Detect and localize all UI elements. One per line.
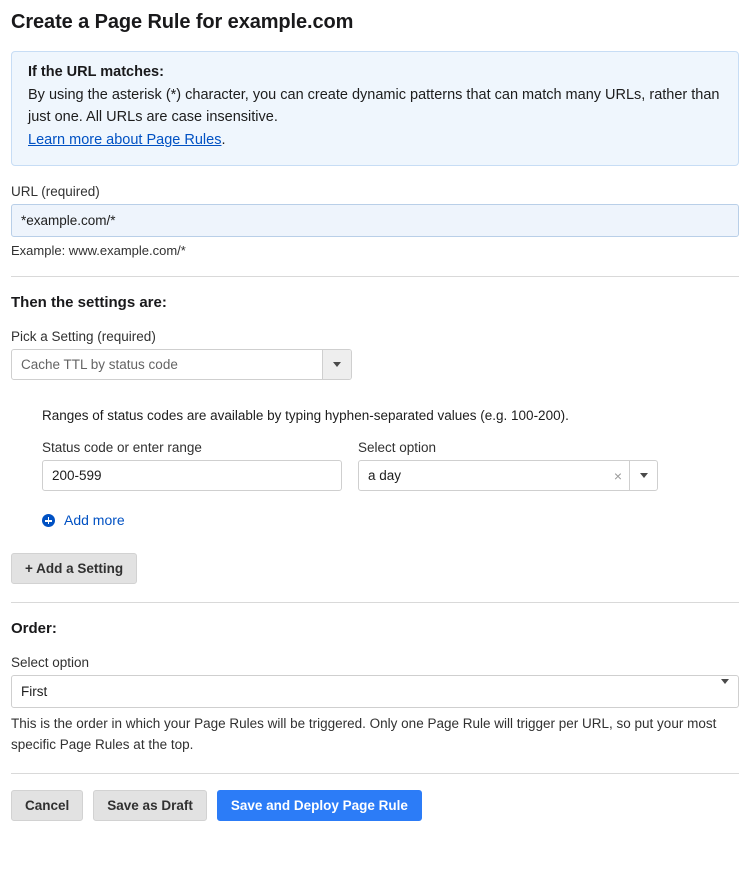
select-option-combo[interactable]	[358, 460, 658, 491]
setting-detail-area	[42, 408, 739, 528]
add-more-button[interactable]	[42, 512, 125, 528]
chevron-down-icon[interactable]	[322, 350, 351, 379]
learn-more-link[interactable]: Learn more about Page Rules	[28, 131, 222, 148]
callout-body	[28, 84, 722, 151]
pick-setting-wrap	[11, 349, 352, 380]
order-heading: Order:	[11, 620, 57, 638]
order-select[interactable]	[11, 675, 739, 708]
url-field-label: URL (required)	[11, 184, 100, 200]
order-description: This is the order in which your Page Rules will be triggered. Only one Page Rule will trigger per URL, so put your most specific Page Rules at the top.	[11, 716, 717, 752]
page-rule-form	[0, 11, 750, 873]
status-code-label: Status code or enter range	[42, 440, 202, 456]
url-hint: Example: www.example.com/*	[11, 243, 186, 259]
order-select-value: First	[21, 684, 48, 700]
callout-period: .	[221, 131, 226, 148]
select-option-label: Select option	[358, 440, 437, 456]
plus-circle-icon	[42, 514, 55, 527]
status-range-note: Ranges of status codes are available by typing hyphen-separated values (e.g. 100-200).	[42, 408, 569, 424]
status-option-row	[42, 440, 739, 491]
page-title: Create a Page Rule for example.com	[11, 11, 354, 33]
pick-setting-select[interactable]	[11, 349, 352, 380]
divider-settings	[11, 276, 739, 277]
chevron-down-icon[interactable]	[721, 684, 729, 699]
select-option-field	[358, 440, 658, 491]
callout-heading: If the URL matches:	[28, 64, 164, 80]
form-footer	[11, 773, 739, 821]
select-option-value: a day	[368, 468, 402, 484]
url-match-callout	[11, 51, 739, 166]
add-a-setting-button[interactable]: + Add a Setting	[11, 553, 137, 584]
add-more-label: Add more	[64, 512, 125, 529]
callout-body-text: By using the asterisk (*) character, you can create dynamic patterns that can match many URLs, rather than just one. All URLs are case insensitive.	[28, 87, 720, 126]
pick-setting-label: Pick a Setting (required)	[11, 329, 156, 345]
order-select-label: Select option	[11, 655, 90, 671]
chevron-down-icon[interactable]	[630, 473, 657, 478]
pick-setting-value: Cache TTL by status code	[21, 357, 178, 373]
divider-order	[11, 602, 739, 603]
save-and-deploy-button[interactable]: Save and Deploy Page Rule	[217, 790, 422, 821]
clear-icon[interactable]: ×	[613, 467, 622, 484]
status-code-input[interactable]	[42, 460, 342, 491]
settings-heading: Then the settings are:	[11, 294, 167, 312]
url-input[interactable]	[11, 204, 739, 237]
save-as-draft-button[interactable]: Save as Draft	[93, 790, 207, 821]
status-code-field	[42, 440, 342, 491]
cancel-button[interactable]: Cancel	[11, 790, 83, 821]
